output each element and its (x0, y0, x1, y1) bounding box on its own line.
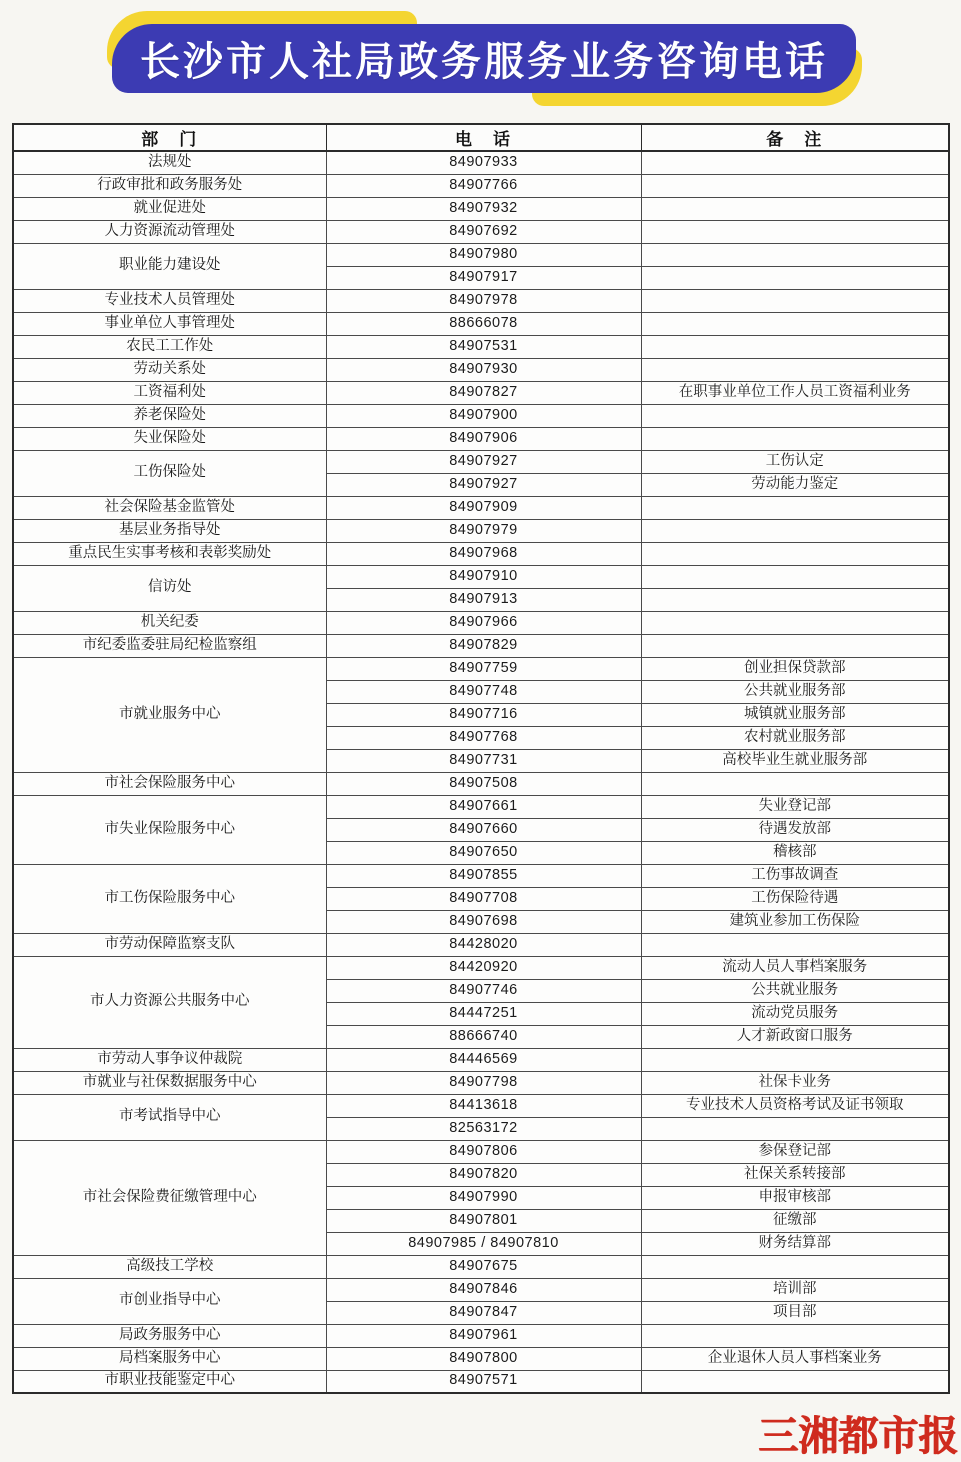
phone-cell: 84907978 (326, 289, 641, 312)
phone-cell: 84907913 (326, 588, 641, 611)
phone-cell: 82563172 (326, 1117, 641, 1140)
phone-directory-table (12, 123, 950, 1394)
phone-cell: 84907909 (326, 496, 641, 519)
phone-cell: 84907932 (326, 197, 641, 220)
phone-cell: 88666078 (326, 312, 641, 335)
phone-cell: 84907917 (326, 266, 641, 289)
department-cell: 失业保险处 (13, 427, 326, 450)
phone-cell: 84907990 (326, 1186, 641, 1209)
phone-cell: 84907798 (326, 1071, 641, 1094)
note-cell: 工伤认定 (641, 450, 949, 473)
table-body (13, 151, 949, 1393)
table-row (13, 381, 949, 404)
phone-cell: 84907846 (326, 1278, 641, 1301)
table-row (13, 1278, 949, 1301)
note-cell (641, 266, 949, 289)
department-cell: 市工伤保险服务中心 (13, 864, 326, 933)
table-row (13, 1048, 949, 1071)
phone-cell: 84907650 (326, 841, 641, 864)
phone-cell: 84907675 (326, 1255, 641, 1278)
table-row (13, 1255, 949, 1278)
phone-cell: 84907800 (326, 1347, 641, 1370)
department-cell: 市就业服务中心 (13, 657, 326, 772)
note-cell: 参保登记部 (641, 1140, 949, 1163)
table-row (13, 197, 949, 220)
department-cell: 行政审批和政务服务处 (13, 174, 326, 197)
table-row (13, 1094, 949, 1117)
table-row (13, 611, 949, 634)
note-cell: 项目部 (641, 1301, 949, 1324)
table-row (13, 358, 949, 381)
phone-cell: 84907855 (326, 864, 641, 887)
note-cell: 公共就业服务 (641, 979, 949, 1002)
phone-cell: 84907571 (326, 1370, 641, 1393)
phone-cell: 84447251 (326, 1002, 641, 1025)
table-row (13, 864, 949, 887)
department-cell: 市就业与社保数据服务中心 (13, 1071, 326, 1094)
page-title: 长沙市人社局政务服务业务咨询电话 (140, 40, 828, 84)
sanxiang-newspaper-watermark: 三湘都市报 (758, 1414, 958, 1460)
department-cell: 信访处 (13, 565, 326, 611)
department-cell: 市社会保险服务中心 (13, 772, 326, 795)
note-cell: 人才新政窗口服务 (641, 1025, 949, 1048)
table-row (13, 634, 949, 657)
department-cell: 局档案服务中心 (13, 1347, 326, 1370)
phone-cell: 84907906 (326, 427, 641, 450)
phone-cell: 84413618 (326, 1094, 641, 1117)
note-cell: 财务结算部 (641, 1232, 949, 1255)
department-cell: 机关纪委 (13, 611, 326, 634)
phone-cell: 84907768 (326, 726, 641, 749)
department-cell: 就业促进处 (13, 197, 326, 220)
table-row (13, 174, 949, 197)
department-cell: 市纪委监委驻局纪检监察组 (13, 634, 326, 657)
column-header-phone: 电 话 (326, 124, 641, 151)
phone-cell: 84907708 (326, 887, 641, 910)
department-cell: 市职业技能鉴定中心 (13, 1370, 326, 1393)
note-cell (641, 220, 949, 243)
phone-cell: 84907748 (326, 680, 641, 703)
note-cell (641, 335, 949, 358)
note-cell (641, 151, 949, 174)
phone-cell: 84907660 (326, 818, 641, 841)
note-cell (641, 404, 949, 427)
note-cell (641, 1255, 949, 1278)
table-row (13, 335, 949, 358)
department-cell: 养老保险处 (13, 404, 326, 427)
note-cell: 企业退休人员人事档案业务 (641, 1347, 949, 1370)
table-row (13, 1324, 949, 1347)
table-row (13, 772, 949, 795)
note-cell (641, 933, 949, 956)
note-cell: 稽核部 (641, 841, 949, 864)
note-cell: 专业技术人员资格考试及证书领取 (641, 1094, 949, 1117)
department-cell: 市社会保险费征缴管理中心 (13, 1140, 326, 1255)
note-cell: 城镇就业服务部 (641, 703, 949, 726)
table-row (13, 519, 949, 542)
department-cell: 工伤保险处 (13, 450, 326, 496)
phone-cell: 84907746 (326, 979, 641, 1002)
note-cell (641, 1370, 949, 1393)
phone-cell: 84907979 (326, 519, 641, 542)
note-cell (641, 634, 949, 657)
note-cell (641, 243, 949, 266)
table-row (13, 933, 949, 956)
phone-cell: 84907801 (326, 1209, 641, 1232)
note-cell (641, 312, 949, 335)
table-row (13, 404, 949, 427)
phone-cell: 84907827 (326, 381, 641, 404)
department-cell: 专业技术人员管理处 (13, 289, 326, 312)
table-row (13, 1140, 949, 1163)
note-cell (641, 1048, 949, 1071)
table-row (13, 289, 949, 312)
phone-cell: 84907531 (326, 335, 641, 358)
department-cell: 基层业务指导处 (13, 519, 326, 542)
phone-cell: 84907661 (326, 795, 641, 818)
department-cell: 市劳动保障监察支队 (13, 933, 326, 956)
phone-cell: 84907980 (326, 243, 641, 266)
note-cell (641, 611, 949, 634)
department-cell: 局政务服务中心 (13, 1324, 326, 1347)
phone-cell: 84428020 (326, 933, 641, 956)
phone-cell: 84907766 (326, 174, 641, 197)
table-row (13, 427, 949, 450)
department-cell: 市失业保险服务中心 (13, 795, 326, 864)
note-cell: 流动党员服务 (641, 1002, 949, 1025)
table-row (13, 1370, 949, 1393)
note-cell (641, 565, 949, 588)
department-cell: 市考试指导中心 (13, 1094, 326, 1140)
table-row (13, 151, 949, 174)
department-cell: 市创业指导中心 (13, 1278, 326, 1324)
banner-background (112, 24, 856, 93)
table-row (13, 657, 949, 680)
department-cell: 职业能力建设处 (13, 243, 326, 289)
note-cell: 失业登记部 (641, 795, 949, 818)
table-row (13, 312, 949, 335)
phone-cell: 84907900 (326, 404, 641, 427)
phone-cell: 84907698 (326, 910, 641, 933)
note-cell (641, 197, 949, 220)
phone-cell: 84907508 (326, 772, 641, 795)
department-cell: 高级技工学校 (13, 1255, 326, 1278)
note-cell (641, 1117, 949, 1140)
note-cell (641, 496, 949, 519)
note-cell: 流动人员人事档案服务 (641, 956, 949, 979)
note-cell (641, 588, 949, 611)
department-cell: 社会保险基金监管处 (13, 496, 326, 519)
note-cell: 在职事业单位工作人员工资福利业务 (641, 381, 949, 404)
phone-cell: 84907966 (326, 611, 641, 634)
phone-cell: 84907968 (326, 542, 641, 565)
phone-cell: 84907692 (326, 220, 641, 243)
table-row (13, 565, 949, 588)
phone-cell: 84907806 (326, 1140, 641, 1163)
department-cell: 重点民生实事考核和表彰奖励处 (13, 542, 326, 565)
note-cell: 工伤保险待遇 (641, 887, 949, 910)
department-cell: 市人力资源公共服务中心 (13, 956, 326, 1048)
note-cell: 工伤事故调查 (641, 864, 949, 887)
note-cell (641, 289, 949, 312)
note-cell: 建筑业参加工伤保险 (641, 910, 949, 933)
note-cell: 培训部 (641, 1278, 949, 1301)
note-cell (641, 772, 949, 795)
phone-cell: 84907985 / 84907810 (326, 1232, 641, 1255)
note-cell: 社保关系转接部 (641, 1163, 949, 1186)
department-cell: 劳动关系处 (13, 358, 326, 381)
note-cell: 高校毕业生就业服务部 (641, 749, 949, 772)
department-cell: 工资福利处 (13, 381, 326, 404)
phone-cell: 84907933 (326, 151, 641, 174)
phone-cell: 84907927 (326, 450, 641, 473)
table-row (13, 220, 949, 243)
department-cell: 农民工工作处 (13, 335, 326, 358)
phone-cell: 84907820 (326, 1163, 641, 1186)
phone-cell: 84907829 (326, 634, 641, 657)
table-row (13, 450, 949, 473)
note-cell (641, 427, 949, 450)
department-cell: 人力资源流动管理处 (13, 220, 326, 243)
phone-cell: 84420920 (326, 956, 641, 979)
note-cell: 农村就业服务部 (641, 726, 949, 749)
table-row (13, 243, 949, 266)
phone-cell: 84907759 (326, 657, 641, 680)
phone-cell: 84907927 (326, 473, 641, 496)
phone-cell: 84907731 (326, 749, 641, 772)
phone-cell: 84907716 (326, 703, 641, 726)
table-row (13, 542, 949, 565)
table-row (13, 795, 949, 818)
note-cell: 待遇发放部 (641, 818, 949, 841)
column-header-note: 备 注 (641, 124, 949, 151)
phone-cell: 84907910 (326, 565, 641, 588)
phone-cell: 84907961 (326, 1324, 641, 1347)
note-cell (641, 519, 949, 542)
table-row (13, 956, 949, 979)
department-cell: 法规处 (13, 151, 326, 174)
note-cell: 劳动能力鉴定 (641, 473, 949, 496)
table-row (13, 1071, 949, 1094)
column-header-department: 部 门 (13, 124, 326, 151)
note-cell (641, 174, 949, 197)
phone-cell: 88666740 (326, 1025, 641, 1048)
table-row (13, 496, 949, 519)
page-title-banner (112, 24, 856, 93)
note-cell: 征缴部 (641, 1209, 949, 1232)
table-row (13, 1347, 949, 1370)
phone-cell: 84446569 (326, 1048, 641, 1071)
note-cell (641, 1324, 949, 1347)
header-row (13, 124, 949, 151)
note-cell (641, 358, 949, 381)
phone-cell: 84907847 (326, 1301, 641, 1324)
note-cell (641, 542, 949, 565)
department-cell: 市劳动人事争议仲裁院 (13, 1048, 326, 1071)
note-cell: 申报审核部 (641, 1186, 949, 1209)
note-cell: 公共就业服务部 (641, 680, 949, 703)
note-cell: 创业担保贷款部 (641, 657, 949, 680)
note-cell: 社保卡业务 (641, 1071, 949, 1094)
phone-cell: 84907930 (326, 358, 641, 381)
department-cell: 事业单位人事管理处 (13, 312, 326, 335)
